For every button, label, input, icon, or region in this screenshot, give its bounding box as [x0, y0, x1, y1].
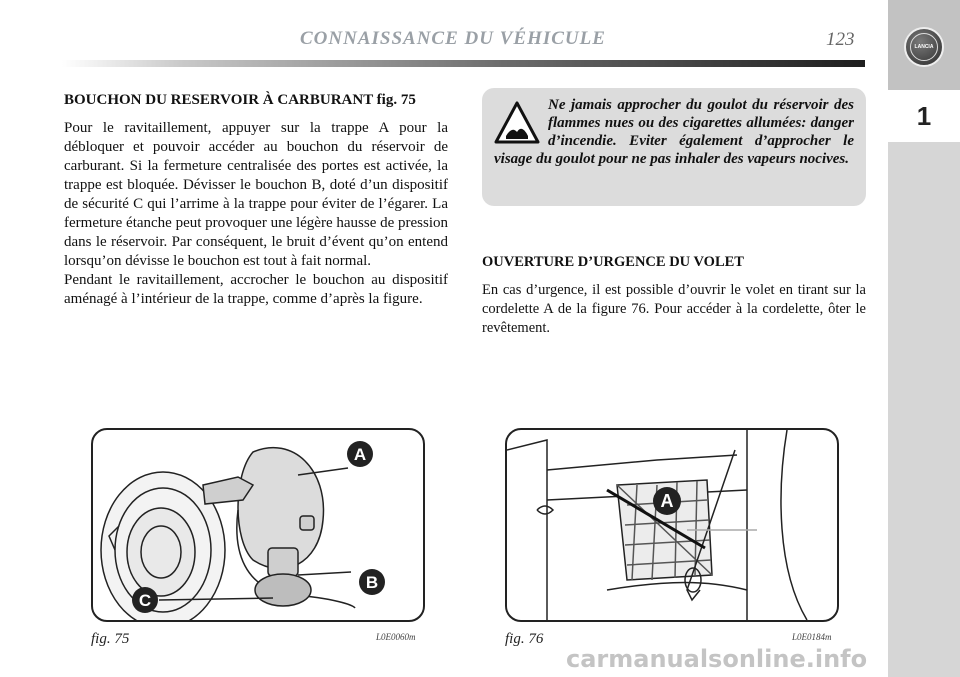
figure-76-emergency-cord: [505, 428, 839, 622]
warning-text: Ne jamais approcher du goulot du réservoir des flammes nues ou des cigarettes allumées: danger d’incendie. Eviter également d’approcher le visage du goulot pour ne pas inhaler des vapeurs nocives.: [494, 97, 854, 167]
label-a-text: A: [660, 491, 674, 511]
fig76-code: L0E0184m: [792, 632, 832, 642]
warning-box: [482, 88, 866, 206]
lancia-logo-icon: [904, 27, 944, 67]
fuel-cap-text: Pour le ravitaillement, appuyer sur la trappe A pour la débloquer et pouvoir accéder au bouchon du réservoir de carburant. Si la fermeture centralisée des portes est activée, la trappe est bloquée. Dévisser le bouchon B, doté d’un dispositif de sécurité C qui l’arrime à la trappe pour éviter de l’égarer. La fermeture étanche peut provoquer une légère hausse de pression dans le réservoir. Par conséquent, le bruit d’évent qu’on entend lorsqu’on dévisse le bouchon est tout à fait normal.: [64, 120, 449, 269]
label-a-fig76: [652, 486, 682, 516]
label-b-fig75: [358, 568, 386, 596]
label-b-text: B: [365, 573, 379, 592]
label-a-fig75: [346, 440, 374, 468]
label-c-text: C: [138, 591, 152, 610]
watermark: carmanualsonline.info: [566, 645, 868, 673]
right-column: [482, 254, 866, 338]
fig76-caption: fig. 76: [505, 631, 544, 647]
fig75-caption: fig. 75: [91, 631, 130, 647]
fuel-cap-title: BOUCHON DU RESERVOIR À CARBURANT fig. 75: [64, 92, 416, 108]
label-c-fig75: [131, 586, 159, 614]
emergency-title: OUVERTURE D’URGENCE DU VOLET: [482, 254, 744, 270]
header-rule: [62, 60, 865, 67]
label-a-text: A: [353, 445, 367, 464]
emergency-text: En cas d’urgence, il est possible d’ouvrir le volet en tirant sur la cordelette A de la figure 76. Pour accéder à la cordelette, ôter le revêtement.: [482, 282, 866, 336]
logo-text: LANCIA: [910, 33, 938, 61]
fig75-code: L0E0060m: [376, 632, 416, 642]
chapter-side-tab: [888, 0, 960, 677]
figure-75-fuel-cap: [91, 428, 425, 622]
page-number: 123: [826, 29, 855, 50]
emergency-cord-illustration: [507, 430, 837, 620]
page-header-title: CONNAISSANCE DU VÉHICULE: [300, 28, 606, 49]
left-column: [64, 92, 448, 309]
chapter-number: 1: [888, 90, 960, 142]
warning-triangle-icon: [494, 100, 540, 146]
fuel-cap-text-2: Pendant le ravitaillement, accrocher le bouchon au dispositif aménagé à l’intérieur de la trappe, comme d’après la figure.: [64, 272, 448, 307]
